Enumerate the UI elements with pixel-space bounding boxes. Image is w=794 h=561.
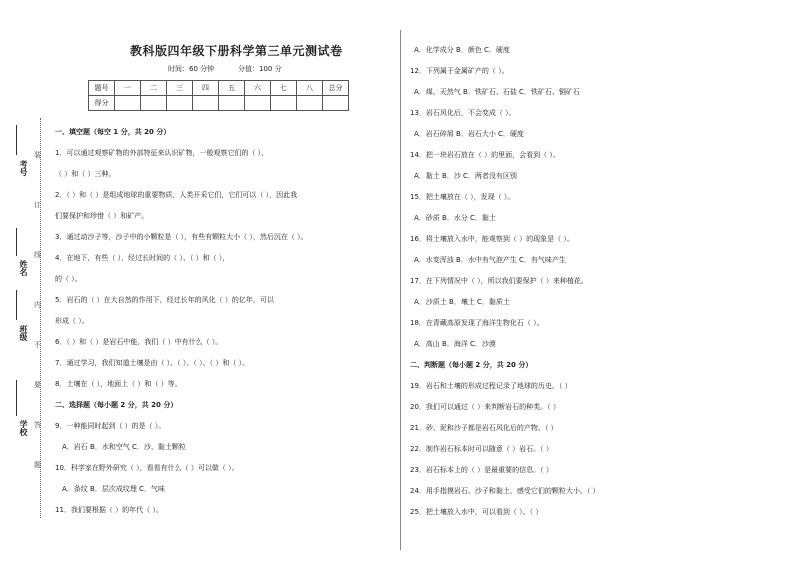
question-line: 19．岩石和土壤的形成过程记录了地球的历史。（ ） <box>410 382 572 390</box>
binding-line <box>40 118 41 518</box>
score-table-cell: 总分 <box>323 81 349 96</box>
exam-time: 时间：60 分钟 <box>168 65 215 73</box>
answer-options: A．煤、天然气 B．铁矿石、石盐 C．铁矿石、铜矿石 <box>414 88 580 96</box>
score-input-cell[interactable] <box>297 96 323 111</box>
binding-char: 订 <box>34 201 41 209</box>
answer-options: A．沙质土 B．壤土 C．黏质土 <box>414 298 510 306</box>
question-line: 10．科学家在野外研究（ ），看看有什么（ ）可以做（ ）。 <box>55 464 239 472</box>
binding-char: 题 <box>34 461 41 469</box>
question-line: 15．把土壤放在（ ），发现（ ）。 <box>410 193 515 201</box>
score-table-cell: 题号 <box>89 81 115 96</box>
section-heading-choice: 二、选择题（每小题 2 分，共 20 分） <box>55 401 178 409</box>
question-line: 12．下列属于金属矿产的（ ）。 <box>410 67 509 75</box>
score-table-cell: 六 <box>245 81 271 96</box>
section-heading-fill-in: 一、填空题（每空 1 分，共 20 分） <box>55 128 171 136</box>
score-table-score-row <box>89 96 349 111</box>
binding-char: 要 <box>34 381 41 389</box>
score-input-cell[interactable] <box>115 96 141 111</box>
name-label: 姓名 <box>19 260 28 276</box>
school-label: 学校 <box>19 420 28 436</box>
answer-options: A．高山 B．海洋 C．沙漠 <box>414 340 496 348</box>
question-line: 4．在地下，有些（ ），经过长时间的（ ）、（ ）和（ ）， <box>55 254 230 262</box>
question-line: 7．通过学习，我们知道土壤是由（ ）、（ ）、（ ）、（ ）和（ ）。 <box>55 359 250 367</box>
question-line: 2．（ ）和（ ）是组成地球的重要物质，人类开采它们，它们可以（ ），因此我 <box>55 191 298 199</box>
question-line: 的（ ）。 <box>55 275 82 283</box>
exam-score: 分值：100 分 <box>238 65 282 73</box>
question-line: 8．土壤在（ ），地面上（ ）和（ ）等。 <box>55 380 182 388</box>
score-table-cell: 二 <box>141 81 167 96</box>
score-table-cell: 得分 <box>89 96 115 111</box>
binding-char: 答 <box>34 421 41 429</box>
question-line: 3．通过动沙子等，沙子中的小颗粒是（ ），有些有颗粒大小（ ），然后沉在（ ）。 <box>55 233 308 241</box>
column-divider <box>400 30 401 550</box>
name-blank[interactable] <box>16 228 17 256</box>
answer-options: A．黏土 B．沙 C．两者没有区别 <box>414 172 517 180</box>
question-line: 20．我们可以通过（ ）来判断岩石的种类。（ ） <box>410 403 560 411</box>
question-line: 形成（ ）。 <box>55 317 89 325</box>
score-input-cell[interactable] <box>167 96 193 111</box>
answer-options: A．水变浑浊 B．水中有气泡产生 C．有气味产生 <box>414 256 566 264</box>
answer-options: A．化学成分 B．颜色 C．硬度 <box>414 46 510 54</box>
score-table-cell: 三 <box>167 81 193 96</box>
score-input-cell[interactable] <box>219 96 245 111</box>
question-line: 25．把土壤放入水中，可以看到（ ）。（ ） <box>410 508 543 516</box>
school-blank[interactable] <box>16 380 17 416</box>
class-label: 班级 <box>19 325 28 341</box>
question-line: （ ）和（ ）三种。 <box>55 170 116 178</box>
score-table-cell: 四 <box>193 81 219 96</box>
section-heading-judgement: 二、判断题（每小题 2 分，共 20 分） <box>410 361 533 369</box>
score-input-cell[interactable] <box>141 96 167 111</box>
question-line: 24．用手指摸岩石、沙子和黏土，感受它们的颗粒大小。（ ） <box>410 487 600 495</box>
question-line: 23．岩石标本上的（ ）是最重要的信息。（ ） <box>410 466 553 474</box>
question-line: 22．制作岩石标本时可以随意（ ）岩石。（ ） <box>410 445 553 453</box>
question-line: 1．可以通过观察矿物的外部特征来认识矿物，一般观察它们的（ ）、 <box>55 149 269 157</box>
question-line: 13．岩石风化后，不会变成（ ）。 <box>410 109 516 117</box>
answer-options: A．条纹 B．层次成纹理 C．气味 <box>62 485 165 493</box>
question-line: 14．把一块岩石放在（ ）的里面，会看到（ ）。 <box>410 151 560 159</box>
question-line: 18．在青藏高原发现了海洋生物化石（ ）。 <box>410 319 544 327</box>
answer-options: A．岩石碎屑 B．岩石大小 C．硬度 <box>414 130 524 138</box>
question-line: 5．岩石的（ ）在大自然的作用下，经过长年的风化（ ）的亿年，可以 <box>55 296 274 304</box>
question-line: 们要保护和珍惜（ ）和矿产。 <box>55 212 149 220</box>
binding-char: 不 <box>34 341 41 349</box>
question-line: 11．我们要根据（ ）的年代（ ）。 <box>55 506 163 514</box>
binding-char: 装 <box>34 151 41 159</box>
score-input-cell[interactable] <box>193 96 219 111</box>
score-input-cell[interactable] <box>271 96 297 111</box>
score-table-cell: 八 <box>297 81 323 96</box>
score-table-header-row <box>89 81 349 96</box>
answer-options: A．岩石 B．水和空气 C．沙、黏土颗粒 <box>62 443 186 451</box>
exam-number-label: 考号 <box>19 160 28 176</box>
question-line: 16．将土壤放入水中，能观察到（ ）的现象是（ ）。 <box>410 235 574 243</box>
exam-number-blank[interactable] <box>16 125 17 155</box>
score-table-cell: 一 <box>115 81 141 96</box>
score-table-cell: 五 <box>219 81 245 96</box>
question-line: 9．一种能同时起到（ ）的是（ ）。 <box>55 422 166 430</box>
page-title: 教科版四年级下册科学第三单元测试卷 <box>130 44 343 58</box>
question-line: 21．砂、泥和沙子都是岩石风化后的产物。（ ） <box>410 424 558 432</box>
class-blank[interactable] <box>16 290 17 320</box>
score-table-cell: 七 <box>271 81 297 96</box>
score-table <box>88 80 349 111</box>
score-input-cell[interactable] <box>323 96 349 111</box>
binding-char: 线 <box>34 251 41 259</box>
question-line: 17．在下列情况中（ ），所以我们要保护（ ）来种植花。 <box>410 277 588 285</box>
question-line: 6．（ ）和（ ）是岩石中能，我们（ ）中有什么（ ）。 <box>55 338 223 346</box>
score-input-cell[interactable] <box>245 96 271 111</box>
binding-char: 内 <box>34 301 41 309</box>
answer-options: A．砂质 B．水分 C．黏土 <box>414 214 496 222</box>
